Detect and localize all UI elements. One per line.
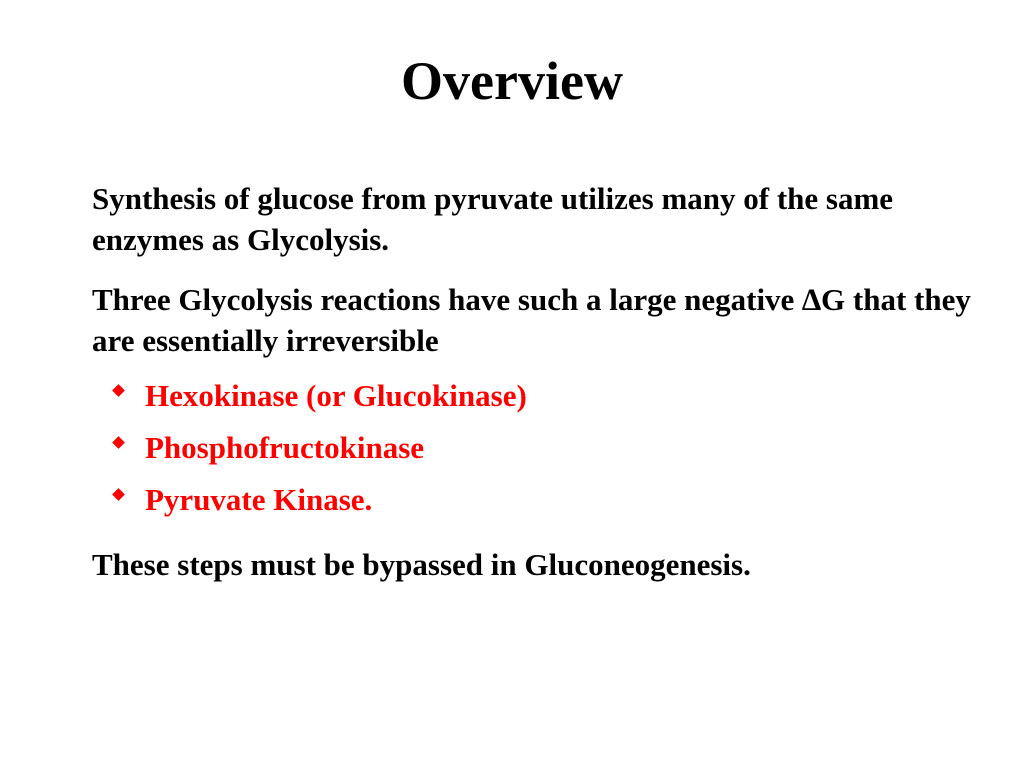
list-item-label: Pyruvate Kinase. [145, 482, 373, 517]
slide-content [92, 178, 972, 604]
diamond-bullet-icon [112, 436, 125, 449]
slide-title: Overview [401, 51, 623, 111]
paragraph-bypassed: These steps must be bypassed in Gluconeogenesis. [92, 547, 751, 582]
list-item-phosphofructokinase [112, 422, 972, 474]
list-item-label: Phosphofructokinase [145, 430, 425, 465]
diamond-bullet-icon [112, 488, 125, 501]
list-item-hexokinase [112, 370, 972, 422]
list-item-pyruvate-kinase [112, 474, 972, 526]
paragraph-irreversible: Three Glycolysis reactions have such a large negative ∆G that they are essentially irreversible [92, 282, 971, 358]
paragraph-synthesis: Synthesis of glucose from pyruvate utilizes many of the same enzymes as Glycolysis. [92, 181, 894, 257]
enzyme-list [92, 370, 972, 526]
list-item-label: Hexokinase (or Glucokinase) [145, 378, 527, 413]
diamond-bullet-icon [112, 384, 125, 397]
